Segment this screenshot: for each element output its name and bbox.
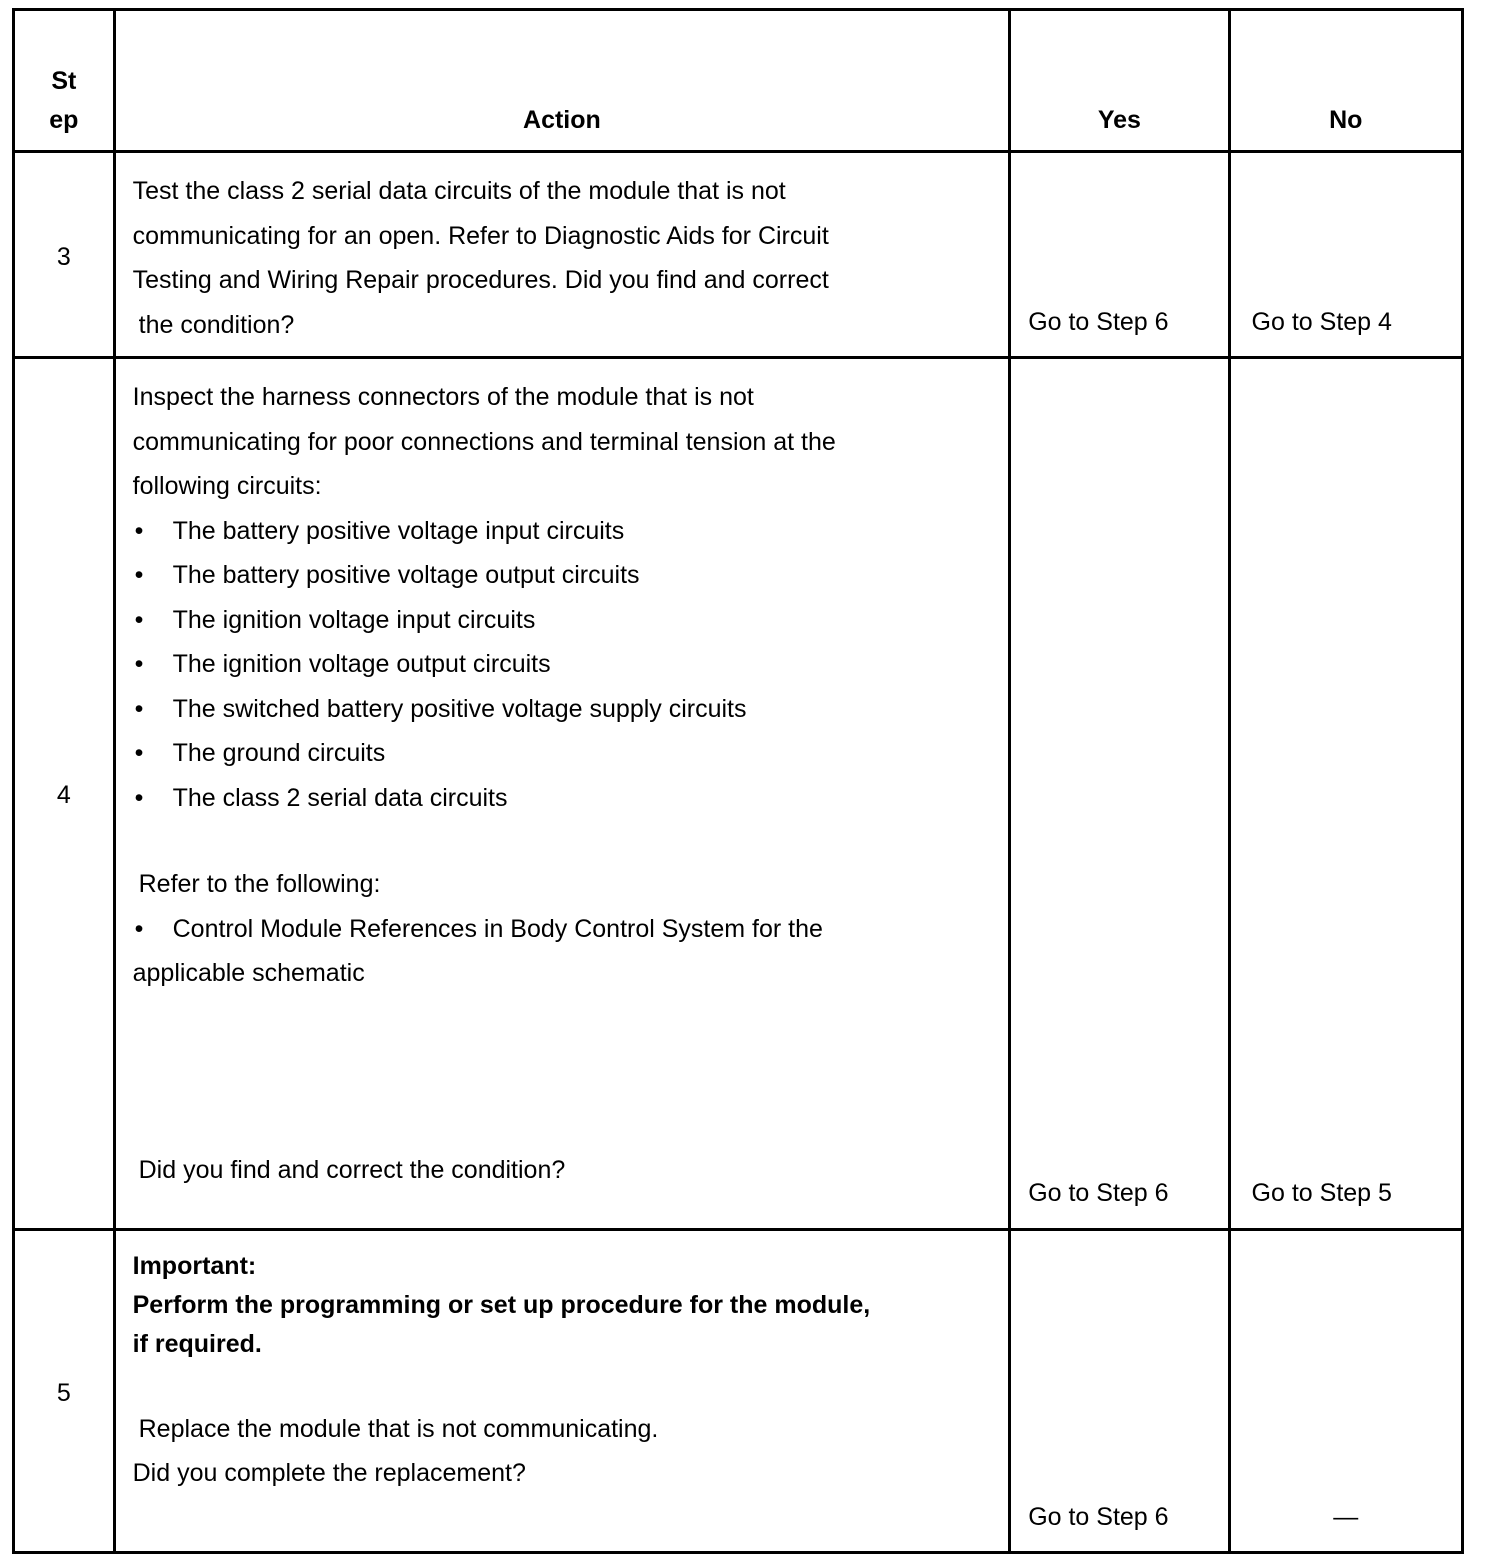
header-step-line-2: ep (49, 106, 79, 135)
list-item: • The class 2 serial data circuits (133, 776, 999, 821)
header-action: Action (114, 10, 1010, 152)
bullet-icon: • (134, 739, 144, 768)
action-line: following circuits: (132, 472, 322, 501)
step-number: 3 (14, 152, 115, 358)
table-row-step-4 (14, 358, 1463, 1229)
table-row-step-3 (14, 152, 1463, 358)
question: Did you find and correct the condition? (138, 1155, 566, 1184)
action-line: applicable schematic (132, 959, 365, 988)
bullet-icon: • (134, 561, 144, 590)
bullet-icon: • (134, 605, 144, 634)
header-step (14, 10, 115, 152)
action-line: Replace the module that is not communicating. (138, 1414, 659, 1443)
action-line: Did you complete the replacement? (132, 1459, 526, 1488)
action-cell (114, 152, 1010, 358)
yes-cell: Go to Step 6 (1010, 1229, 1229, 1552)
no-cell: — (1229, 1229, 1462, 1552)
list-item: • The ignition voltage output circuits (133, 642, 999, 687)
no-cell: Go to Step 4 (1229, 152, 1462, 358)
header-row (14, 10, 1463, 152)
list-item: • The switched battery positive voltage supply circuits (133, 687, 999, 732)
bullet-icon: • (134, 783, 144, 812)
action-line: Test the class 2 serial data circuits of the module that is not (132, 177, 786, 206)
important-line: Perform the programming or set up procedure for the module, (132, 1290, 871, 1319)
important-label: Important: (132, 1251, 257, 1280)
step-number: 5 (14, 1229, 115, 1552)
refer-label: Refer to the following: (138, 870, 381, 899)
list-item: • The ground circuits (133, 731, 999, 776)
no-cell: Go to Step 5 (1229, 358, 1462, 1229)
header-no: No (1229, 10, 1462, 152)
yes-cell: Go to Step 6 (1010, 152, 1229, 358)
header-step-line-1: St (51, 67, 77, 96)
table-row-step-5 (14, 1229, 1463, 1552)
diagnostic-table (12, 8, 1464, 1554)
important-line: if required. (132, 1329, 262, 1358)
step-number: 4 (14, 358, 115, 1229)
bullet-icon: • (134, 516, 144, 545)
yes-cell: Go to Step 6 (1010, 358, 1229, 1229)
bullet-icon: • (134, 694, 144, 723)
list-item: • The battery positive voltage output circuits (133, 553, 999, 598)
list-item: • Control Module References in Body Control System for the (133, 907, 999, 952)
action-cell (114, 358, 1010, 1229)
action-line: communicating for poor connections and terminal tension at the (132, 427, 836, 456)
bullet-icon: • (134, 650, 144, 679)
list-item: • The ignition voltage input circuits (133, 598, 999, 643)
list-item: • The battery positive voltage input circuits (133, 509, 999, 554)
action-line: the condition? (138, 310, 295, 339)
bullet-icon: • (134, 914, 144, 943)
header-yes: Yes (1010, 10, 1229, 152)
action-line: communicating for an open. Refer to Diagnostic Aids for Circuit (132, 221, 829, 250)
action-cell (114, 1229, 1010, 1552)
action-line: Inspect the harness connectors of the module that is not (132, 383, 754, 412)
action-line: Testing and Wiring Repair procedures. Did you find and correct (132, 266, 829, 295)
